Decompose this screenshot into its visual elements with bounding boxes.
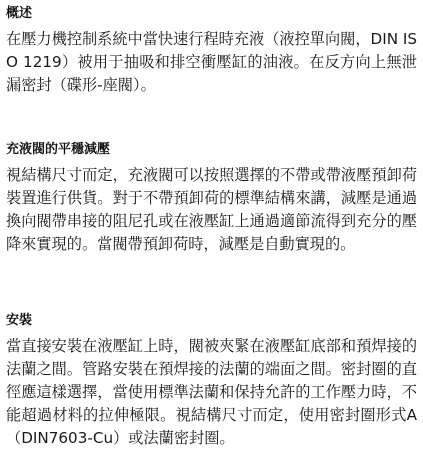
section-body-installation: 當直接安裝在液壓缸上時，閥被夾緊在液壓缸底部和預焊接的法蘭之間。管路安裝在預焊接的法蘭的端面之間。密封圈的直徑應這樣選擇，當使用標準法蘭和保持允許的工作壓力時，不能超過材料的拉伸極限。視結構尺寸而定，使用密封圈形式A（DIN7603-Cu）或法蘭密封圈。 xyxy=(6,337,417,447)
section-smooth-decompression xyxy=(6,142,417,256)
section-heading-smooth-decompression: 充液閥的平穩減壓 xyxy=(6,142,111,157)
section-installation xyxy=(6,313,417,450)
section-overview xyxy=(6,6,417,97)
section-body-smooth-decompression: 視結構尺寸而定，充液閥可以按照選擇的不帶或帶液壓預卸荷裝置進行供貨。對于不帶預卸荷的標準結構來講，減壓是通過換向閥帶串接的阻尼孔或在液壓缸上通過適節流得到充分的壓降來實現的。當閥帶預卸荷時，減壓是自動實現的。 xyxy=(6,166,417,253)
section-heading-overview: 概述 xyxy=(6,6,33,21)
section-body-overview: 在壓力機控制系統中當快速行程時充液（液控單向閥，DIN ISO 1219）被用于抽吸和排空衝壓缸的油液。在反方向上無泄漏密封（碟形-座閥）。 xyxy=(6,30,417,94)
section-heading-installation: 安裝 xyxy=(6,313,33,328)
